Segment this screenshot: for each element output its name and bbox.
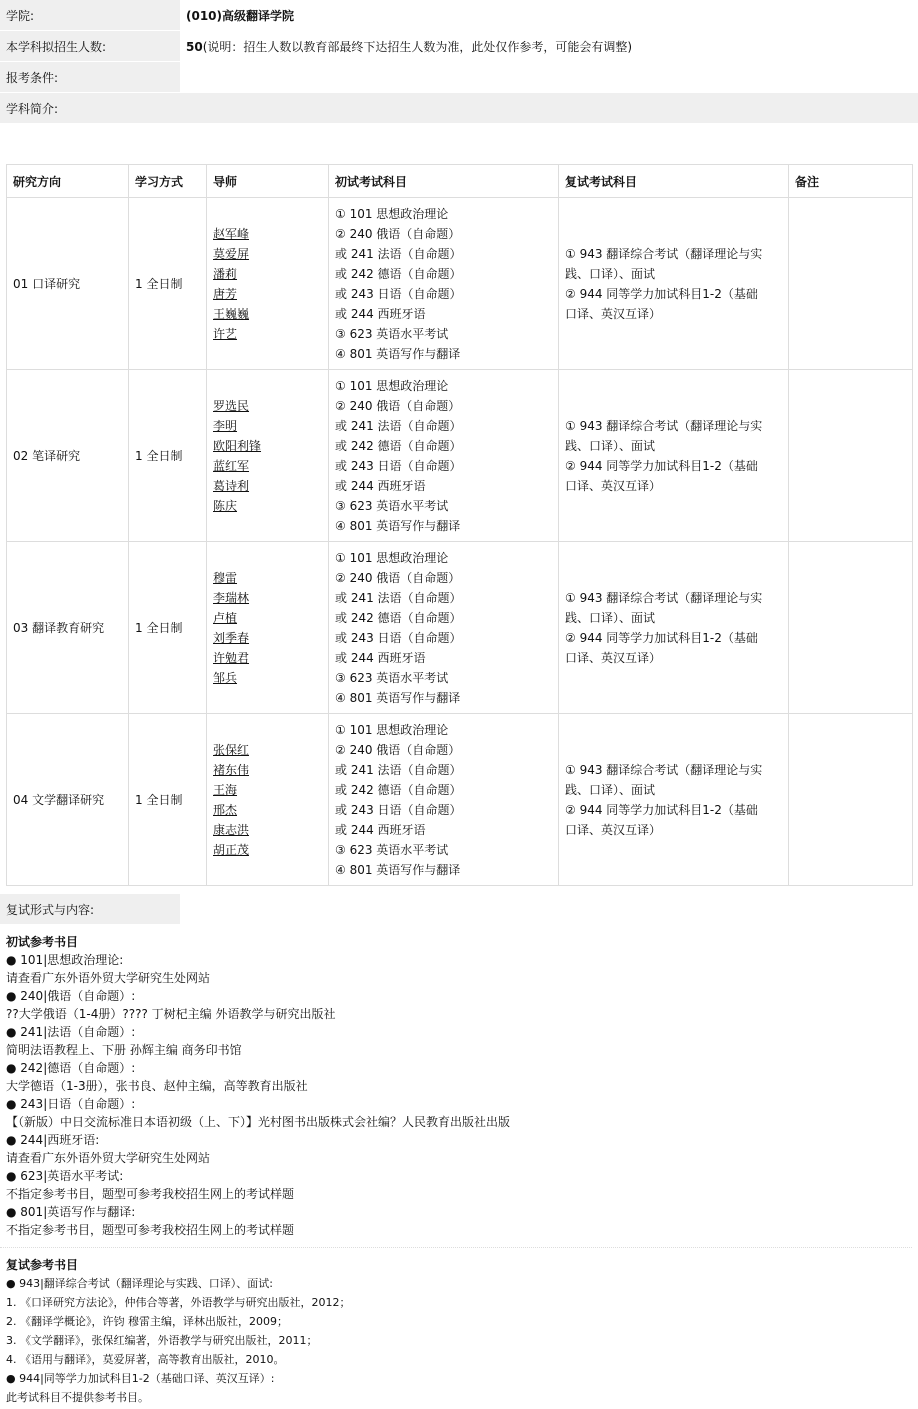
header-remark: 备注 [789,165,913,198]
retest-subject: ② 944 同等学力加试科目1-2（基础 [565,286,758,301]
table-row [7,370,913,542]
advisor-link[interactable]: 罗选民 [213,398,250,413]
exam-subject: ③ 623 英语水平考试 [335,842,449,857]
table-header-row [7,165,913,198]
reference-line: 2. 《翻译学概论》，许钧 穆雷主编，译林出版社，2009； [6,1315,288,1328]
advisor-link[interactable]: 许艺 [213,326,238,341]
retest-exam-cell [559,370,789,542]
retest-subject: 践、口译）、面试 [565,782,656,797]
divider [0,1239,912,1248]
retest-subject: ① 943 翻译综合考试（翻译理论与实 [565,246,763,261]
reference-line: 请查看广东外语外贸大学研究生处网站 [6,971,211,985]
exam-subject: ② 240 俄语（自命题） [335,570,461,585]
remark-cell [789,198,913,370]
retest-subject: 践、口译）、面试 [565,438,656,453]
direction-cell: 04 文学翻译研究 [7,714,129,886]
exam-subject: ④ 801 英语写作与翻译 [335,690,461,705]
reference-line: 请查看广东外语外贸大学研究生处网站 [6,1151,211,1165]
advisor-link[interactable]: 康志洪 [213,822,250,837]
advisor-link[interactable]: 穆雷 [213,570,238,585]
college-label: 学院: [0,0,180,31]
advisor-link[interactable]: 王海 [213,782,238,797]
exam-subject: 或 243 日语（自命题） [335,630,462,645]
requirements-label: 报考条件: [0,62,180,93]
reference-line: ● 241|法语（自命题）: [6,1025,136,1039]
exam-subject: 或 241 法语（自命题） [335,762,462,777]
retest-subject: ② 944 同等学力加试科目1-2（基础 [565,630,758,645]
retest-subject: ② 944 同等学力加试科目1-2（基础 [565,802,758,817]
program-table [6,164,913,886]
college-value: (010)高级翻译学院 [186,8,295,23]
retest-subject: ① 943 翻译综合考试（翻译理论与实 [565,762,763,777]
retest-subject: 践、口译）、面试 [565,266,656,281]
header-initial-exam: 初试考试科目 [329,165,559,198]
reference-line: 不指定参考书目，题型可参考我校招生网上的考试样题 [6,1223,295,1237]
retest-subject: 口译、英汉互译） [565,306,662,321]
exam-subject: 或 242 德语（自命题） [335,610,462,625]
initial-exam-cell [329,714,559,886]
advisor-link[interactable]: 邹兵 [213,670,238,685]
exam-subject: 或 244 西班牙语 [335,822,426,837]
header-advisor: 导师 [207,165,329,198]
exam-subject: ④ 801 英语写作与翻译 [335,346,461,361]
initial-exam-cell [329,542,559,714]
exam-subject: ② 240 俄语（自命题） [335,226,461,241]
retest-subject: 口译、英汉互译） [565,478,662,493]
advisor-link[interactable]: 胡正茂 [213,842,250,857]
reference-line: 简明法语教程上、下册 孙辉主编 商务印书馆 [6,1043,242,1057]
mode-cell: 1 全日制 [129,370,207,542]
remark-cell [789,714,913,886]
retest-subject: 口译、英汉互译） [565,822,662,837]
exam-subject: 或 244 西班牙语 [335,306,426,321]
requirements-row [0,62,918,93]
retest-exam-cell [559,714,789,886]
reference-line: 此考试科目不提供参考书目。 [6,1391,149,1404]
table-row [7,714,913,886]
quota-note: (说明：招生人数以教育部最终下达招生人数为准，此处仅作参考，可能会有调整) [202,39,633,54]
reference-line: 大学德语（1-3册），张书良、赵仲主编，高等教育出版社 [6,1079,308,1093]
exam-subject: ③ 623 英语水平考试 [335,326,449,341]
retest-form-row [0,894,918,925]
reference-line: ● 243|日语（自命题）: [6,1097,136,1111]
reference-line: ??大学俄语（1-4册）???? 丁树杞主编 外语教学与研究出版社 [6,1007,336,1021]
retest-references [0,1256,918,1407]
reference-line: 4. 《语用与翻译》，莫爱屏著，高等教育出版社，2010。 [6,1353,285,1366]
exam-subject: ③ 623 英语水平考试 [335,670,449,685]
mode-cell: 1 全日制 [129,198,207,370]
retest-subject: 口译、英汉互译） [565,650,662,665]
reference-line: ● 944|同等学力加试科目1-2（基础口译、英汉互译）: [6,1372,275,1385]
reference-line: ● 943|翻译综合考试（翻译理论与实践、口译）、面试: [6,1277,274,1290]
retest-exam-cell [559,542,789,714]
reference-line: 不指定参考书目，题型可参考我校招生网上的考试样题 [6,1187,295,1201]
advisor-cell [207,198,329,370]
info-table [0,0,918,124]
advisor-cell [207,714,329,886]
initial-references-title: 初试参考书目 [6,935,79,949]
exam-subject: ① 101 思想政治理论 [335,550,449,565]
reference-line: ● 240|俄语（自命题）: [6,989,136,1003]
college-row [0,0,918,31]
exam-subject: 或 241 法语（自命题） [335,246,462,261]
remark-cell [789,370,913,542]
exam-subject: ① 101 思想政治理论 [335,206,449,221]
exam-subject: ④ 801 英语写作与翻译 [335,862,461,877]
intro-row [0,93,918,124]
requirements-value [180,62,918,93]
exam-subject: 或 243 日语（自命题） [335,286,462,301]
quota-label: 本学科拟招生人数: [0,31,180,62]
quota-number: 50 [186,39,203,54]
exam-subject: ③ 623 英语水平考试 [335,498,449,513]
exam-subject: 或 244 西班牙语 [335,478,426,493]
reference-line: ● 101|思想政治理论: [6,953,124,967]
advisor-link[interactable]: 欧阳利锋 [213,438,262,453]
advisor-link[interactable]: 李明 [213,418,238,433]
exam-subject: 或 243 日语（自命题） [335,802,462,817]
retest-subject: ② 944 同等学力加试科目1-2（基础 [565,458,758,473]
retest-form-value [180,894,918,925]
advisor-cell [207,370,329,542]
advisor-link[interactable]: 刘季春 [213,630,250,645]
exam-subject: 或 244 西班牙语 [335,650,426,665]
header-mode: 学习方式 [129,165,207,198]
intro-label: 学科简介: [0,93,918,124]
exam-subject: ② 240 俄语（自命题） [335,742,461,757]
initial-references [0,933,918,1239]
reference-line: ● 623|英语水平考试: [6,1169,124,1183]
reference-line: 【（新版）中日交流标准日本语初级（上、下）】光村图书出版株式会社编？人民教育出版社出版 [6,1115,511,1129]
direction-cell: 03 翻译教育研究 [7,542,129,714]
reference-line: ● 801|英语写作与翻译: [6,1205,136,1219]
advisor-link[interactable]: 褚东伟 [213,762,250,777]
exam-subject: ② 240 俄语（自命题） [335,398,461,413]
header-direction: 研究方向 [7,165,129,198]
header-retest-exam: 复试考试科目 [559,165,789,198]
exam-subject: ④ 801 英语写作与翻译 [335,518,461,533]
remark-cell [789,542,913,714]
advisor-link[interactable]: 莫爱屏 [213,246,250,261]
direction-cell: 01 口译研究 [7,198,129,370]
intro-content [0,124,918,164]
initial-exam-cell [329,198,559,370]
advisor-link[interactable]: 卢植 [213,610,238,625]
initial-exam-cell [329,370,559,542]
table-row [7,198,913,370]
advisor-link[interactable]: 张保红 [213,742,250,757]
advisor-link[interactable]: 陈庆 [213,498,238,513]
retest-subject: ① 943 翻译综合考试（翻译理论与实 [565,590,763,605]
advisor-link[interactable]: 葛诗利 [213,478,250,493]
reference-line: 1. 《口译研究方法论》，仲伟合等著，外语教学与研究出版社，2012； [6,1296,351,1309]
advisor-link[interactable]: 唐芳 [213,286,238,301]
advisor-link[interactable]: 潘莉 [213,266,238,281]
direction-cell: 02 笔译研究 [7,370,129,542]
exam-subject: ① 101 思想政治理论 [335,378,449,393]
exam-subject: 或 241 法语（自命题） [335,418,462,433]
advisor-link[interactable]: 许勉君 [213,650,250,665]
mode-cell: 1 全日制 [129,542,207,714]
retest-subject: ① 943 翻译综合考试（翻译理论与实 [565,418,763,433]
quota-row [0,31,918,62]
exam-subject: 或 243 日语（自命题） [335,458,462,473]
retest-form-table [0,894,918,925]
mode-cell: 1 全日制 [129,714,207,886]
exam-subject: 或 242 德语（自命题） [335,782,462,797]
reference-line: ● 244|西班牙语: [6,1133,100,1147]
retest-exam-cell [559,198,789,370]
retest-form-label: 复试形式与内容: [0,894,180,925]
exam-subject: 或 241 法语（自命题） [335,590,462,605]
exam-subject: 或 242 德语（自命题） [335,266,462,281]
advisor-cell [207,542,329,714]
retest-references-title: 复试参考书目 [6,1258,79,1272]
advisor-link[interactable]: 王巍巍 [213,306,250,321]
reference-line: 3. 《文学翻译》，张保红编著，外语教学与研究出版社，2011； [6,1334,318,1347]
advisor-link[interactable]: 蓝红军 [213,458,250,473]
advisor-link[interactable]: 李瑞林 [213,590,250,605]
exam-subject: ① 101 思想政治理论 [335,722,449,737]
retest-subject: 践、口译）、面试 [565,610,656,625]
exam-subject: 或 242 德语（自命题） [335,438,462,453]
advisor-link[interactable]: 赵军峰 [213,226,250,241]
reference-line: ● 242|德语（自命题）: [6,1061,136,1075]
advisor-link[interactable]: 邢杰 [213,802,238,817]
table-row [7,542,913,714]
